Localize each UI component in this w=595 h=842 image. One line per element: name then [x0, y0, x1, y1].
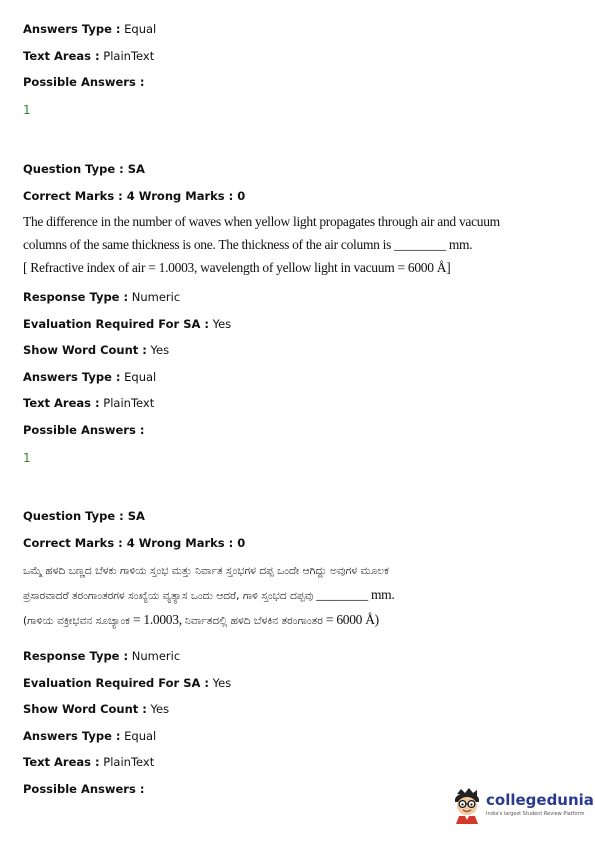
evaluation-row: [23, 317, 231, 331]
text-areas-label: Text Areas :: [23, 396, 100, 410]
answers-type-row: [23, 729, 156, 743]
question-line-value: = 1.0003,: [129, 612, 185, 627]
response-type-label: Response Type :: [23, 649, 129, 663]
text-areas-row: [23, 755, 154, 769]
mascot-icon: [451, 788, 483, 824]
question-line-text: ನಿರ್ವಾತದಲ್ಲಿ ಹಳದಿ ಬೆಳಕಿನ ತರಂಗಾಂತರ: [184, 615, 323, 627]
word-count-row: [23, 343, 169, 357]
word-count-label: Show Word Count :: [23, 702, 147, 716]
answers-type-value: Equal: [120, 22, 157, 36]
evaluation-row: [23, 676, 231, 690]
question-line-blank: ________ mm.: [313, 587, 395, 602]
logo-tagline: India's largest Student Review Platform: [486, 811, 585, 817]
answers-type-row: [23, 370, 156, 384]
text-areas-row: [23, 49, 154, 63]
question-line: columns of the same thickness is one. The thickness of the air column is ________ mm.: [23, 237, 473, 252]
response-type-value: Numeric: [128, 290, 181, 304]
marks-info: Correct Marks : 4 Wrong Marks : 0: [23, 189, 246, 203]
response-type-value: Numeric: [128, 649, 181, 663]
question-text: [23, 210, 500, 279]
possible-answers-label: Possible Answers :: [23, 423, 145, 437]
evaluation-label: Evaluation Required For SA :: [23, 317, 210, 331]
text-areas-value: PlainText: [99, 396, 155, 410]
possible-answers-label: Possible Answers :: [23, 782, 145, 796]
logo-name: collegedunia: [486, 791, 594, 809]
text-areas-value: PlainText: [99, 49, 155, 63]
question-type: Question Type : SA: [23, 162, 145, 176]
question-text-kannada: [23, 560, 394, 633]
response-type-row: [23, 649, 180, 663]
question-type: Question Type : SA: [23, 509, 145, 523]
question-line-value: = 6000 Å): [322, 612, 379, 627]
question-line: The difference in the number of waves when yellow light propagates through air and vacuum: [23, 214, 500, 229]
word-count-value: Yes: [146, 702, 170, 716]
question-line-text: ಪ್ರಸಾರವಾದರೆ ತರಂಗಾಂತರಗಳ ಸಂಖ್ಯೆಯ ವ್ಯತ್ಯಾಸ ಒಂದು ಆದರೆ, ಗಾಳಿ ಸ್ತಂಭದ ದಪ್ಪವು: [23, 590, 314, 602]
text-areas-label: Text Areas :: [23, 755, 100, 769]
response-type-row: [23, 290, 180, 304]
evaluation-value: Yes: [209, 317, 232, 331]
possible-answer-value: 1: [23, 103, 31, 117]
evaluation-label: Evaluation Required For SA :: [23, 676, 210, 690]
possible-answers-label: Possible Answers :: [23, 75, 145, 89]
answers-type-value: Equal: [120, 729, 157, 743]
word-count-label: Show Word Count :: [23, 343, 147, 357]
question-line-text: (ಗಾಳಿಯ ವಕ್ರೀಭವನ ಸೂಚ್ಯಾಂಕ: [23, 615, 130, 627]
answers-type-label: Answers Type :: [23, 729, 121, 743]
answers-type-row: [23, 22, 156, 36]
question-line: [23, 608, 394, 633]
text-areas-value: PlainText: [99, 755, 155, 769]
word-count-row: [23, 702, 169, 716]
evaluation-value: Yes: [209, 676, 232, 690]
question-line: [ Refractive index of air = 1.0003, wavelength of yellow light in vacuum = 6000 Å]: [23, 260, 451, 275]
answers-type-label: Answers Type :: [23, 370, 121, 384]
collegedunia-logo: [451, 784, 594, 832]
answers-type-value: Equal: [120, 370, 157, 384]
marks-info: Correct Marks : 4 Wrong Marks : 0: [23, 536, 246, 550]
question-line: ಒಮ್ಮೆ ಹಳದಿ ಬಣ್ಣದ ಬೆಳಕು ಗಾಳಿಯ ಸ್ತಂಭ ಮತ್ತು ನಿರ್ವಾತ ಸ್ತಂಭಗಳ ದಪ್ಪ ಒಂದೇ ಆಗಿದ್ದು ಅವುಗಳ ಮೂಲಕ: [23, 565, 389, 577]
response-type-label: Response Type :: [23, 290, 129, 304]
question-line: [23, 583, 394, 608]
word-count-value: Yes: [146, 343, 170, 357]
possible-answer-value: 1: [23, 451, 31, 465]
text-areas-label: Text Areas :: [23, 49, 100, 63]
text-areas-row: [23, 396, 154, 410]
answers-type-label: Answers Type :: [23, 22, 121, 36]
